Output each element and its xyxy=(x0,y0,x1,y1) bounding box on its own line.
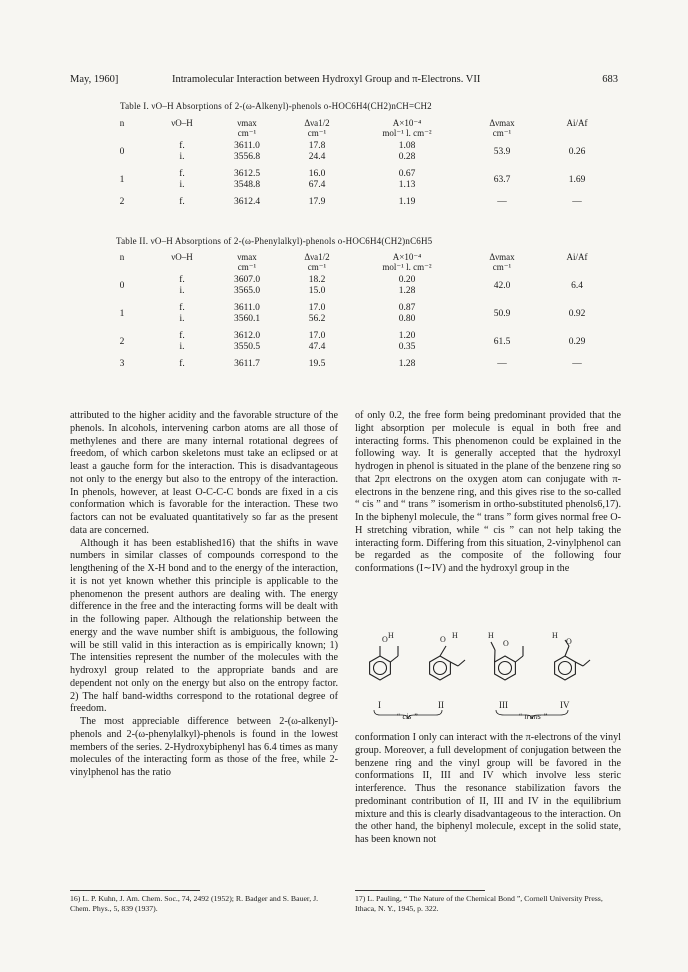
structure-ii xyxy=(430,646,465,680)
table-cell-ratio: 1.69 xyxy=(568,174,586,185)
column-header: νmax cm⁻¹ xyxy=(237,252,257,272)
table-cell-dv: 18.2 15.0 xyxy=(308,275,326,296)
paragraph: The most appreciable difference between 2-(ω-alkenyl)-phenols and 2-(ω-phenylalkyl)-phenols is found in the lowest members of the series. 2-Hydroxybiphenyl has 6.4 times as many molecules of the interacting form as those of the free, while 2-vinylphenol has the ratio xyxy=(70,716,338,778)
column-header: Δνmax cm⁻¹ xyxy=(489,252,515,272)
table-2-caption: Table II. νO–H Absorptions of 2-(ω-Phenylalkyl)-phenols o-HOC6H4(CH2)nC6H5 xyxy=(116,236,433,246)
svg-text:H: H xyxy=(552,631,558,640)
cis-label: “ cis ” xyxy=(396,712,418,721)
svg-text:O: O xyxy=(566,637,572,646)
running-title: Intramolecular Interaction between Hydroxyl Group and π-Electrons. VII xyxy=(172,74,481,85)
table-cell-forms: f. xyxy=(179,197,185,207)
structure-i xyxy=(370,646,398,680)
table-cell-n: 1 xyxy=(119,174,125,185)
table-cell-vmax: 3611.0 3556.8 xyxy=(233,141,261,162)
conformation-figure xyxy=(360,628,600,720)
structure-iv xyxy=(555,640,590,680)
table-cell-forms: f. i. xyxy=(179,331,185,352)
table-cell-ratio: — xyxy=(572,197,582,207)
table-cell-vmax: 3612.5 3548.8 xyxy=(233,169,261,190)
table-cell-n: 2 xyxy=(119,197,125,207)
table-2-header xyxy=(92,252,612,272)
column-header: νmax cm⁻¹ xyxy=(237,118,257,138)
column-header: Ai/Af xyxy=(566,118,588,128)
issue-date: May, 1960] xyxy=(70,74,119,85)
column-header: νO–H xyxy=(171,118,193,128)
table-2-body xyxy=(92,272,612,373)
trans-label: “ trans ” xyxy=(518,712,548,721)
table-cell-dvmax: 50.9 xyxy=(493,308,511,319)
table-cell-n: 0 xyxy=(119,146,125,157)
table-row xyxy=(92,272,612,300)
table-cell-dv: 17.0 56.2 xyxy=(308,303,326,324)
table-cell-dv: 16.0 67.4 xyxy=(308,169,326,190)
paragraph: of only 0.2, the free form being predominant provided that the light absorption per molecule is equal in both free and interacting forms. This phenomenon could be explained in the following way. It is generally accepted that the hydroxyl hydrogen in phenol is situated in the plane of the benzene ring so that 2pπ electrons on the oxygen atom can conjugate with π-electrons in the benzene ring, and this gives rise to the so-called “ cis ” and “ trans ” isomerism in ortho-substituted phenols6,17). In the biphenyl molecule, the “ trans ” form gives normal free O-H stretching vibration, while “ cis ” can not help taking the interacting form. Differing from this situation, 2-vinylphenol can be regarded as the composite of the following four conformations (I∼IV) and the hydroxyl group in the xyxy=(355,410,621,574)
table-cell-forms: f. i. xyxy=(179,303,185,324)
table-cell-vmax: 3612.0 3550.5 xyxy=(233,331,261,352)
table-cell-vmax: 3607.0 3565.0 xyxy=(233,275,261,296)
table-row xyxy=(92,194,612,211)
table-cell-forms: f. xyxy=(179,359,185,369)
table-1-caption: Table I. νO–H Absorptions of 2-(ω-Alkenyl)-phenols o-HOC6H4(CH2)nCH=CH2 xyxy=(120,101,432,111)
table-2 xyxy=(92,252,612,373)
table-cell-ratio: 0.26 xyxy=(568,146,586,157)
paragraph: Although it has been established16) that the shifts in wave numbers in similar classes of compounds correspond to the lengthening of the X-H bond and to the energy of the interaction, it is not yet known whether this principle is applicable to the phenomenon the present authors are dealing with. The energy difference in the free and the interacting forms will be dealt with in the following paper. Although the relationship between the energy and the wave number shift is ambiguous, the following will be still valid in this interaction as is empirically known; 1) The intensities represent the number of the molecules with the hydroxyl group related to the appropriate bands and are dependent not only on the energy but also on the entropy factor. 2) The half band-widths correspond to the rotational degree of freedom. xyxy=(70,537,338,715)
label-ii: II xyxy=(438,700,444,710)
running-header xyxy=(70,74,618,90)
table-cell-dvmax: 42.0 xyxy=(493,280,511,291)
footnote-rule xyxy=(355,890,485,891)
footnote-16: 16) L. P. Kuhn, J. Am. Chem. Soc., 74, 2492 (1952); R. Badger and S. Bauer, J. Chem. Phys., 5, 839 (1937). xyxy=(70,894,319,913)
column-header: n xyxy=(119,252,125,262)
label-iv: IV xyxy=(560,700,570,710)
table-cell-dv: 19.5 xyxy=(308,359,326,369)
table-cell-dvmax: — xyxy=(497,359,507,369)
footnote-rule xyxy=(70,890,200,891)
table-cell-A: 0.87 0.80 xyxy=(398,303,416,324)
table-cell-ratio: 0.92 xyxy=(568,308,586,319)
table-cell-A: 1.20 0.35 xyxy=(398,331,416,352)
table-row xyxy=(92,300,612,328)
table-cell-forms: f. i. xyxy=(179,141,185,162)
column-header: A×10⁻⁴ mol⁻¹ l. cm⁻² xyxy=(382,252,432,272)
table-cell-vmax: 3611.0 3560.1 xyxy=(233,303,261,324)
right-column-bottom xyxy=(355,732,621,847)
svg-text:H: H xyxy=(488,631,494,640)
table-cell-ratio: 6.4 xyxy=(571,280,583,291)
table-row xyxy=(92,328,612,356)
paragraph: conformation I only can interact with the π-electrons of the vinyl group. Moreover, a full development of conjugation between the benzene ring and the vinyl group will be favored in the conformations II, III and IV which involve less steric interference. Thus the resonance stabilization favors the predominant contribution of II, III and IV in the equilibrium mixture and this is clearly disadvantageous to the interaction. On the other hand, the biphenyl molecule, except in the solid state, has been known not xyxy=(355,732,621,845)
table-1-body xyxy=(92,138,612,211)
svg-text:O: O xyxy=(503,639,509,648)
label-iii: III xyxy=(499,700,508,710)
footnote-17: 17) L. Pauling, “ The Nature of the Chemical Bond ”, Cornell University Press, Ithaca, N. Y., 1945, p. 322. xyxy=(355,894,603,913)
table-cell-dv: 17.8 24.4 xyxy=(308,141,326,162)
table-cell-dvmax: 61.5 xyxy=(493,336,511,347)
table-cell-A: 0.67 1.13 xyxy=(398,169,416,190)
column-header: n xyxy=(119,118,125,128)
column-header: Δνmax cm⁻¹ xyxy=(489,118,515,138)
column-header: Δνa1/2 cm⁻¹ xyxy=(304,118,330,138)
table-cell-dv: 17.9 xyxy=(308,197,326,207)
svg-text:O: O xyxy=(382,635,388,644)
table-cell-n: 1 xyxy=(119,308,125,319)
column-header: νO–H xyxy=(171,252,193,262)
column-header: Δνa1/2 cm⁻¹ xyxy=(304,252,330,272)
table-cell-A: 1.08 0.28 xyxy=(398,141,416,162)
table-row xyxy=(92,138,612,166)
svg-text:H: H xyxy=(452,631,458,640)
left-column xyxy=(70,410,338,780)
table-cell-forms: f. i. xyxy=(179,169,185,190)
table-cell-forms: f. i. xyxy=(179,275,185,296)
table-cell-A: 0.20 1.28 xyxy=(398,275,416,296)
conformation-structures xyxy=(360,628,600,698)
table-cell-dvmax: 53.9 xyxy=(493,146,511,157)
table-cell-A: 1.28 xyxy=(398,359,416,369)
table-cell-dv: 17.0 47.4 xyxy=(308,331,326,352)
column-header: Ai/Af xyxy=(566,252,588,262)
table-cell-A: 1.19 xyxy=(398,197,416,207)
table-cell-dvmax: 63.7 xyxy=(493,174,511,185)
header-row xyxy=(92,118,612,138)
paragraph: attributed to the higher acidity and the favorable structure of the phenols. In alcohols, intervening carbon atoms are all those of methylenes and there are many internal rotational degrees of freedom, of which carbon skeletons must take an eclipsed or at least a gauche form for the interaction. This is disadvantageous not only to the energy but also to the entropy of the interaction. In phenols, however, at least O-C-C-C bonds are fixed in a cis conformation which is favorable for the interaction. These two factors can not be evaluated quantitatively so far as the present data are concerned. xyxy=(70,410,338,536)
label-i: I xyxy=(378,700,381,710)
table-1 xyxy=(92,118,612,211)
table-cell-dvmax: — xyxy=(497,197,507,207)
header-row xyxy=(92,252,612,272)
table-cell-n: 3 xyxy=(119,359,125,369)
column-header: A×10⁻⁴ mol⁻¹ l. cm⁻² xyxy=(382,118,432,138)
table-cell-ratio: 0.29 xyxy=(568,336,586,347)
table-cell-n: 2 xyxy=(119,336,125,347)
svg-text:H: H xyxy=(388,631,394,640)
table-1-header xyxy=(92,118,612,138)
page-number: 683 xyxy=(602,74,618,85)
table-row xyxy=(92,356,612,373)
table-cell-ratio: — xyxy=(572,359,582,369)
table-cell-vmax: 3611.7 xyxy=(234,359,260,369)
table-row xyxy=(92,166,612,194)
svg-text:O: O xyxy=(440,635,446,644)
table-cell-vmax: 3612.4 xyxy=(233,197,261,207)
right-column-top xyxy=(355,410,621,576)
table-cell-n: 0 xyxy=(119,280,125,291)
